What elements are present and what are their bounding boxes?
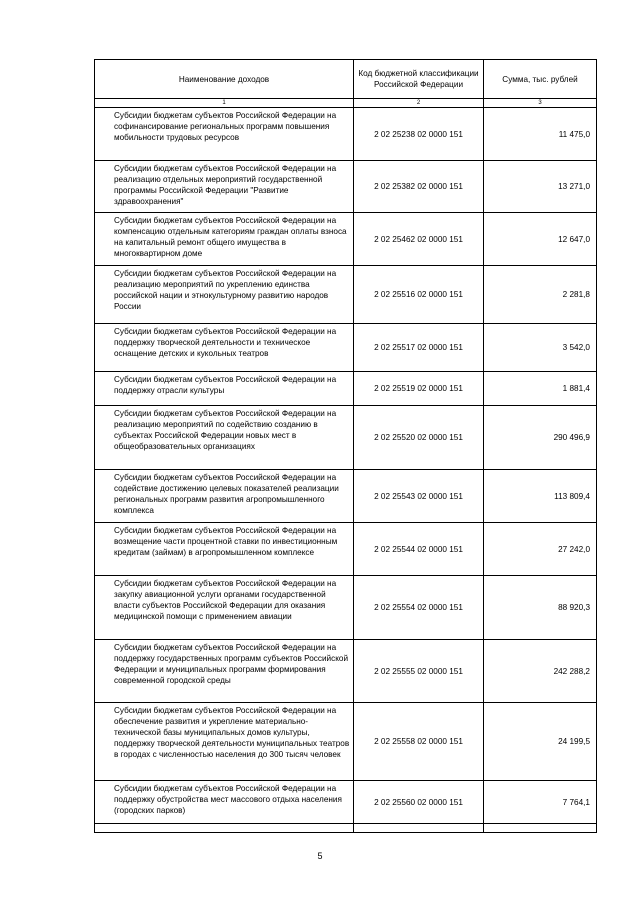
budget-code: 2 02 25516 02 0000 151 (354, 266, 484, 324)
table-row (95, 324, 597, 372)
table-row (95, 406, 597, 470)
amount: 24 199,5 (484, 703, 597, 781)
table-row (95, 161, 597, 213)
table-row (95, 372, 597, 406)
revenue-name: Субсидии бюджетам субъектов Российской Федерации на закупку авиационной услуги органами государственной власти субъектов Российской Федерации для оказания медицинской помощи с применением авиации (95, 576, 354, 640)
amount: 13 271,0 (484, 161, 597, 213)
revenue-name: Субсидии бюджетам субъектов Российской Федерации на возмещение части процентной ставки по инвестиционным кредитам (займам) в агропромышленном комплексе (95, 523, 354, 576)
revenue-name: Субсидии бюджетам субъектов Российской Федерации на поддержку отрасли культуры (95, 372, 354, 406)
table-row (95, 108, 597, 161)
table-row (95, 523, 597, 576)
revenue-name: Субсидии бюджетам субъектов Российской Федерации на обеспечение развития и укрепление материально-технической базы муниципальных домов культуры, поддержку творческой деятельности муниципальных театров в городах с численностью населения до 300 тысяч человек (95, 703, 354, 781)
table-row (95, 470, 597, 523)
amount: 12 647,0 (484, 213, 597, 266)
column-number: 3 (484, 99, 597, 108)
amount: 2 281,8 (484, 266, 597, 324)
empty-cell (354, 824, 484, 833)
revenue-name: Субсидии бюджетам субъектов Российской Федерации на реализацию отдельных мероприятий государственной программы Российской Федерации "Развитие здравоохранения" (95, 161, 354, 213)
amount: 27 242,0 (484, 523, 597, 576)
budget-code: 2 02 25238 02 0000 151 (354, 108, 484, 161)
header-code: Код бюджетной классификации Российской Федерации (354, 60, 484, 99)
amount: 1 881,4 (484, 372, 597, 406)
amount: 7 764,1 (484, 781, 597, 824)
budget-code: 2 02 25543 02 0000 151 (354, 470, 484, 523)
table-row (95, 781, 597, 824)
budget-code: 2 02 25519 02 0000 151 (354, 372, 484, 406)
column-number: 2 (354, 99, 484, 108)
revenue-name: Субсидии бюджетам субъектов Российской Федерации на поддержку творческой деятельности и техническое оснащение детских и кукольных театров (95, 324, 354, 372)
header-sum: Сумма, тыс. рублей (484, 60, 597, 99)
amount: 242 288,2 (484, 640, 597, 703)
budget-code: 2 02 25544 02 0000 151 (354, 523, 484, 576)
table-header-row (95, 60, 597, 99)
amount: 290 496,9 (484, 406, 597, 470)
revenue-name: Субсидии бюджетам субъектов Российской Федерации на поддержку обустройства мест массового отдыха населения (городских парков) (95, 781, 354, 824)
revenue-table (94, 59, 597, 833)
budget-code: 2 02 25555 02 0000 151 (354, 640, 484, 703)
amount: 88 920,3 (484, 576, 597, 640)
revenue-name: Субсидии бюджетам субъектов Российской Федерации на содействие достижению целевых показателей реализации региональных программ развития агропромышленного комплекса (95, 470, 354, 523)
amount: 3 542,0 (484, 324, 597, 372)
table-row (95, 266, 597, 324)
revenue-name: Субсидии бюджетам субъектов Российской Федерации на софинансирование региональных программ повышения мобильности трудовых ресурсов (95, 108, 354, 161)
empty-cell (484, 824, 597, 833)
table-row (95, 576, 597, 640)
header-name: Наименование доходов (95, 60, 354, 99)
table-row (95, 703, 597, 781)
budget-code: 2 02 25382 02 0000 151 (354, 161, 484, 213)
budget-code: 2 02 25462 02 0000 151 (354, 213, 484, 266)
empty-cell (95, 824, 354, 833)
revenue-name: Субсидии бюджетам субъектов Российской Федерации на поддержку государственных программ субъектов Российской Федерации и муниципальных программ формирования современной городской среды (95, 640, 354, 703)
column-number-row (95, 99, 597, 108)
table-continuation-row (95, 824, 597, 833)
revenue-name: Субсидии бюджетам субъектов Российской Федерации на реализацию мероприятий по содействию созданию в субъектах Российской Федерации новых мест в общеобразовательных организациях (95, 406, 354, 470)
amount: 113 809,4 (484, 470, 597, 523)
budget-code: 2 02 25554 02 0000 151 (354, 576, 484, 640)
column-number: 1 (95, 99, 354, 108)
budget-code: 2 02 25560 02 0000 151 (354, 781, 484, 824)
budget-code: 2 02 25517 02 0000 151 (354, 324, 484, 372)
table-row (95, 640, 597, 703)
budget-code: 2 02 25520 02 0000 151 (354, 406, 484, 470)
budget-code: 2 02 25558 02 0000 151 (354, 703, 484, 781)
amount: 11 475,0 (484, 108, 597, 161)
revenue-name: Субсидии бюджетам субъектов Российской Федерации на реализацию мероприятий по укреплению единства российской нации и этнокультурному развитию народов России (95, 266, 354, 324)
table-row (95, 213, 597, 266)
page-number: 5 (317, 851, 323, 861)
revenue-name: Субсидии бюджетам субъектов Российской Федерации на компенсацию отдельным категориям граждан оплаты взноса на капитальный ремонт общего имущества в многоквартирном доме (95, 213, 354, 266)
